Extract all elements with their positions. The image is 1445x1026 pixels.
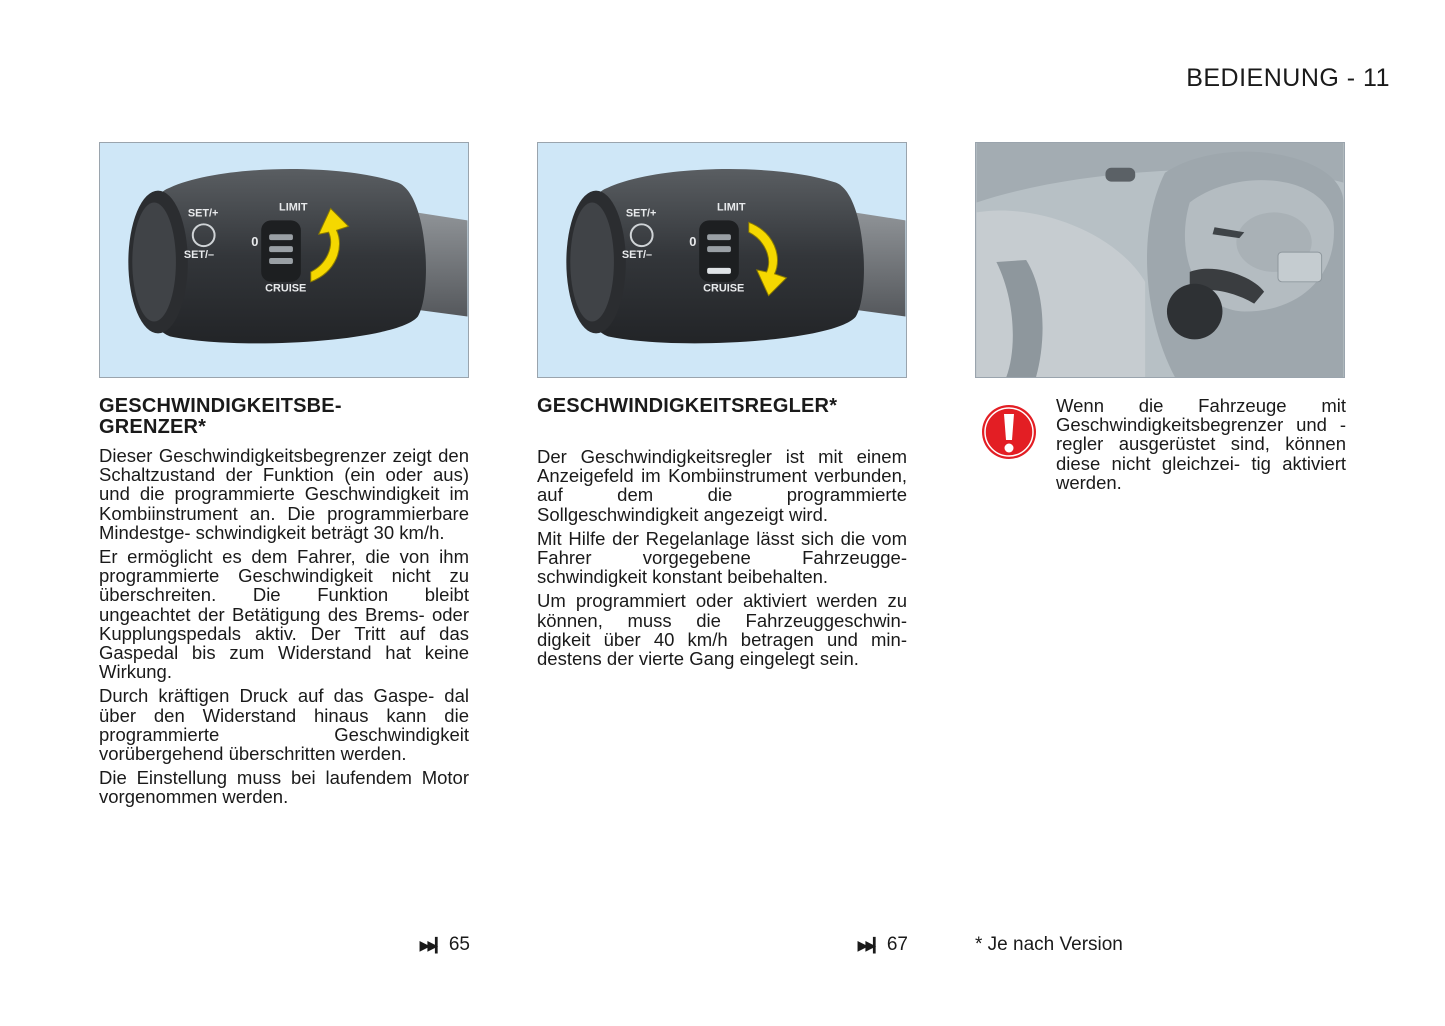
paragraph: Durch kräftigen Druck auf das Gaspe- dal über den Widerstand hinaus kann die programmierte Geschwindigkeit vorübergehend überschritten werden. [99, 685, 469, 765]
paragraph: Er ermöglicht es dem Fahrer, die von ihm programmierte Geschwindigkeit nicht zu überschreiten. Die Funktion bleibt ungeachtet der Betätigung des Brems- oder Kupplungspedals aktiv. Der Tritt auf das Gaspedal bis zum Widerstand hat keine Wirkung. [99, 546, 469, 683]
figure-steering-wheel [975, 142, 1345, 378]
section-heading-cruise-control: GESCHWINDIGKEITSREGLER* [537, 395, 838, 417]
label-set-minus: SET/– [621, 249, 653, 262]
skip-forward-icon: ▶▶▎ [857, 936, 881, 953]
section-cruise-control [537, 396, 907, 673]
page-header: BEDIENUNG - 11 [1186, 64, 1390, 92]
page-reference-number: 65 [448, 934, 470, 955]
figure-cruise-control-lever [537, 142, 907, 378]
label-set-minus: SET/– [183, 249, 215, 262]
label-set-plus: SET/+ [625, 207, 657, 220]
paragraph: Dieser Geschwindigkeitsbegrenzer zeigt den Schaltzustand der Funktion (ein oder aus) und die programmierte Geschwindigkeit im Kombiinstrument an. Die programmierbare Mindestge- schwindigkeit beträgt 30 km/h. [99, 445, 469, 543]
lever-illustration-down [538, 143, 906, 377]
label-limit: LIMIT [717, 201, 746, 214]
paragraph: Der Geschwindigkeitsregler ist mit einem Anzeigefeld im Kombiinstrument verbunden, auf dem die programmierte Sollgeschwindigkeit angezeigt wird. [537, 446, 907, 525]
warning-note [975, 396, 1346, 496]
warning-text: Wenn die Fahrzeuge mit Geschwindigkeitsbegrenzer und -regler ausgerüstet sind, können diese nicht gleichzei- tig aktiviert werden. [1056, 395, 1346, 493]
page-reference-67[interactable] [858, 934, 908, 956]
label-limit: LIMIT [279, 201, 308, 214]
figure-speed-limiter-lever [99, 142, 469, 378]
paragraph: Mit Hilfe der Regelanlage lässt sich die vom Fahrer vorgegebene Fahrzeugge- schwindigkeit konstant beibehalten. [537, 527, 907, 588]
page-reference-65[interactable] [420, 934, 470, 956]
paragraph: Die Einstellung muss bei laufendem Motor vorgenommen werden. [99, 767, 469, 808]
skip-forward-icon: ▶▶▎ [419, 936, 443, 953]
footnote: * Je nach Version [975, 934, 1123, 955]
steering-column [1167, 284, 1223, 340]
lever-illustration-up [100, 143, 468, 377]
section-heading-speed-limiter: GESCHWINDIGKEITSBE- GRENZER* [99, 395, 342, 438]
label-cruise: CRUISE [703, 282, 745, 295]
label-cruise: CRUISE [265, 282, 307, 295]
section-speed-limiter [99, 396, 469, 812]
page-reference-number: 67 [886, 934, 908, 955]
label-set-plus: SET/+ [187, 207, 219, 220]
label-zero: 0 [689, 234, 697, 250]
label-zero: 0 [251, 234, 259, 250]
steering-wheel-illustration [976, 143, 1344, 377]
exclamation-warning-icon [981, 404, 1037, 460]
paragraph: Um programmiert oder aktiviert werden zu können, muss die Fahrzeuggeschwin- digkeit über 40 km/h betragen und min- destens der vierte Gang eingelegt sein. [537, 590, 907, 670]
